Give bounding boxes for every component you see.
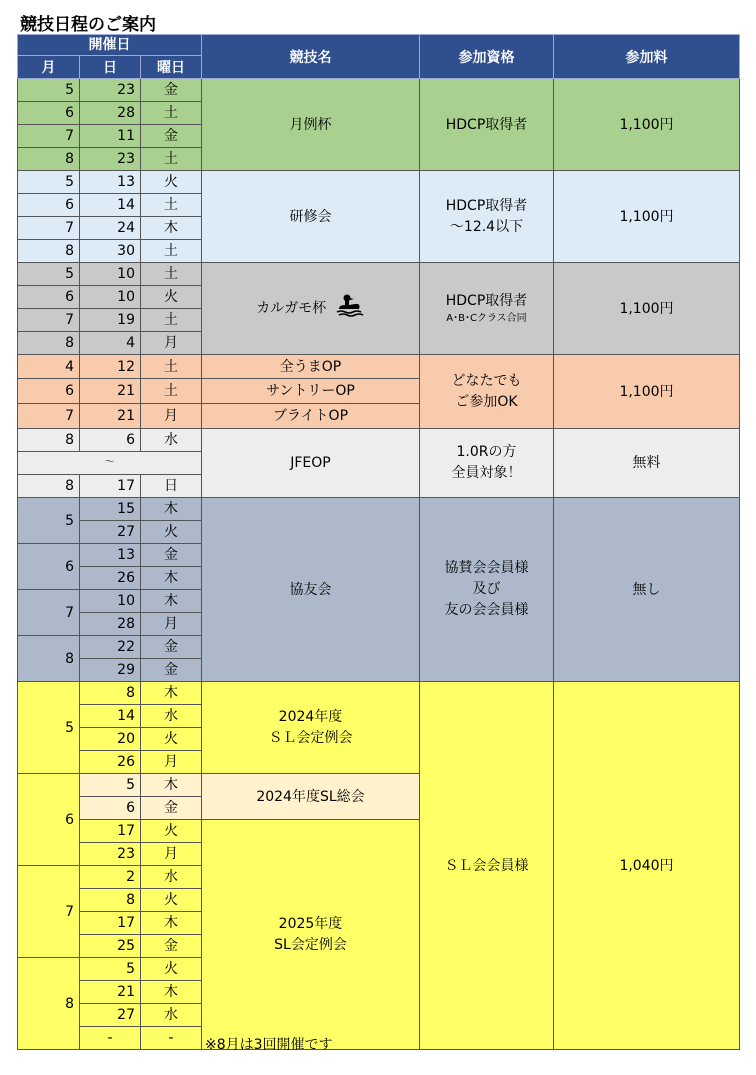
eligibility-line: HDCP取得者 xyxy=(445,293,528,309)
month-cell: 7 xyxy=(18,404,80,429)
eligibility-line: 協賛会会員様 xyxy=(444,560,529,576)
event-name xyxy=(202,820,420,1050)
event-name xyxy=(202,682,420,774)
event-name: サントリーOP xyxy=(202,379,420,404)
day-cell: 28 xyxy=(80,613,141,636)
day-cell: 10 xyxy=(80,286,141,309)
table-row xyxy=(18,263,740,286)
fee: 1,100円 xyxy=(554,79,740,171)
day-cell: 21 xyxy=(80,379,141,404)
weekday-cell: 水 xyxy=(141,705,202,728)
day-cell: 24 xyxy=(80,217,141,240)
day-cell: 23 xyxy=(80,79,141,102)
weekday-cell: - xyxy=(141,1027,202,1050)
day-cell: 12 xyxy=(80,355,141,379)
weekday-cell: 木 xyxy=(141,498,202,521)
fee: 1,100円 xyxy=(554,171,740,263)
weekday-cell: 水 xyxy=(141,866,202,889)
table-row xyxy=(18,355,740,379)
day-cell: 22 xyxy=(80,636,141,659)
eligibility: HDCP取得者 xyxy=(420,79,554,171)
month-cell: 6 xyxy=(18,379,80,404)
event-name: ブライトOP xyxy=(202,404,420,429)
weekday-cell: 火 xyxy=(141,521,202,544)
fee: 1,100円 xyxy=(554,355,740,429)
day-cell: 26 xyxy=(80,751,141,774)
day-cell: 17 xyxy=(80,820,141,843)
day-cell: 29 xyxy=(80,659,141,682)
eligibility: ＳＬ会会員様 xyxy=(420,682,554,1050)
event-name: 月例杯 xyxy=(202,79,420,171)
weekday-cell: 火 xyxy=(141,286,202,309)
eligibility xyxy=(420,355,554,429)
day-cell: 6 xyxy=(80,797,141,820)
weekday-cell: 木 xyxy=(141,567,202,590)
day-cell: 8 xyxy=(80,889,141,912)
month-cell: 5 xyxy=(18,171,80,194)
table-row xyxy=(18,79,740,102)
header-eligibility: 参加資格 xyxy=(420,35,554,79)
eligibility-line: 全員対象！ xyxy=(451,465,522,481)
weekday-cell: 火 xyxy=(141,958,202,981)
month-cell: 5 xyxy=(18,263,80,286)
event-line: SL会定例会 xyxy=(274,936,347,953)
weekday-cell: 火 xyxy=(141,728,202,751)
weekday-cell: 木 xyxy=(141,912,202,935)
eligibility xyxy=(420,171,554,263)
event-line: ＳＬ会定例会 xyxy=(268,729,353,746)
day-cell: 2 xyxy=(80,866,141,889)
weekday-cell: 金 xyxy=(141,79,202,102)
month-cell: 6 xyxy=(18,544,80,590)
day-cell: 13 xyxy=(80,544,141,567)
weekday-cell: 金 xyxy=(141,935,202,958)
day-cell: 20 xyxy=(80,728,141,751)
day-cell: 27 xyxy=(80,521,141,544)
month-cell: 5 xyxy=(18,498,80,544)
day-cell: 30 xyxy=(80,240,141,263)
day-cell: 27 xyxy=(80,1004,141,1027)
day-cell: 26 xyxy=(80,567,141,590)
weekday-cell: 木 xyxy=(141,774,202,797)
weekday-cell: 金 xyxy=(141,125,202,148)
eligibility-subline: A･B･Cクラス合同 xyxy=(446,313,527,324)
day-cell: 4 xyxy=(80,332,141,355)
weekday-cell: 月 xyxy=(141,613,202,636)
table-row xyxy=(18,429,740,452)
month-cell: 8 xyxy=(18,636,80,682)
month-cell: 6 xyxy=(18,774,80,866)
weekday-cell: 木 xyxy=(141,217,202,240)
month-cell: 7 xyxy=(18,590,80,636)
eligibility xyxy=(420,498,554,682)
eligibility-line: HDCP取得者 xyxy=(445,197,528,214)
weekday-cell: 金 xyxy=(141,659,202,682)
month-cell: 6 xyxy=(18,286,80,309)
weekday-cell: 日 xyxy=(141,475,202,498)
eligibility-line: ご参加OK xyxy=(455,393,518,410)
day-cell: 13 xyxy=(80,171,141,194)
month-cell: 5 xyxy=(18,79,80,102)
day-cell: 5 xyxy=(80,958,141,981)
header-day: 日 xyxy=(80,56,141,79)
month-cell: 8 xyxy=(18,429,80,452)
month-cell: 8 xyxy=(18,332,80,355)
duck-icon xyxy=(335,293,365,324)
weekday-cell: 月 xyxy=(141,751,202,774)
month-cell: 7 xyxy=(18,309,80,332)
day-cell: - xyxy=(80,1027,141,1050)
month-cell: 7 xyxy=(18,217,80,240)
table-row xyxy=(18,171,740,194)
eligibility-line: 1.0Rの方 xyxy=(456,444,517,460)
weekday-cell: 木 xyxy=(141,590,202,613)
header-weekday: 曜日 xyxy=(141,56,202,79)
month-cell: 8 xyxy=(18,958,80,1050)
range-mark: ～ xyxy=(18,452,202,475)
eligibility-line: どなたでも xyxy=(451,372,522,389)
weekday-cell: 土 xyxy=(141,148,202,171)
header-fee: 参加料 xyxy=(554,35,740,79)
day-cell: 21 xyxy=(80,404,141,429)
day-cell: 21 xyxy=(80,981,141,1004)
eligibility-line: 及び xyxy=(472,581,501,597)
table-row xyxy=(18,682,740,705)
day-cell: 15 xyxy=(80,498,141,521)
weekday-cell: 金 xyxy=(141,797,202,820)
weekday-cell: 月 xyxy=(141,332,202,355)
event-line: 2024年度 xyxy=(278,708,343,725)
weekday-cell: 土 xyxy=(141,309,202,332)
day-cell: 25 xyxy=(80,935,141,958)
day-cell: 23 xyxy=(80,843,141,866)
weekday-cell: 火 xyxy=(141,171,202,194)
fee: 1,040円 xyxy=(554,682,740,1050)
month-cell: 5 xyxy=(18,682,80,774)
header-month: 月 xyxy=(18,56,80,79)
day-cell: 10 xyxy=(80,590,141,613)
schedule-table xyxy=(17,34,740,1050)
weekday-cell: 木 xyxy=(141,682,202,705)
event-name: 全うまOP xyxy=(202,355,420,379)
fee: 無し xyxy=(554,498,740,682)
event-name: 協友会 xyxy=(202,498,420,682)
header-date-group: 開催日 xyxy=(18,35,202,56)
weekday-cell: 土 xyxy=(141,355,202,379)
event-name: 2024年度SL総会 xyxy=(202,774,420,820)
weekday-cell: 金 xyxy=(141,636,202,659)
weekday-cell: 土 xyxy=(141,194,202,217)
day-cell: 19 xyxy=(80,309,141,332)
day-cell: 23 xyxy=(80,148,141,171)
day-cell: 28 xyxy=(80,102,141,125)
day-cell: 14 xyxy=(80,194,141,217)
weekday-cell: 水 xyxy=(141,429,202,452)
weekday-cell: 月 xyxy=(141,843,202,866)
day-cell: 8 xyxy=(80,682,141,705)
day-cell: 6 xyxy=(80,429,141,452)
month-cell: 8 xyxy=(18,148,80,171)
eligibility-line: 友の会会員様 xyxy=(444,602,529,618)
eligibility xyxy=(420,263,554,355)
day-cell: 17 xyxy=(80,912,141,935)
header-event: 競技名 xyxy=(202,35,420,79)
event-line: 2025年度 xyxy=(278,915,343,932)
event-name: 研修会 xyxy=(202,171,420,263)
weekday-cell: 土 xyxy=(141,102,202,125)
weekday-cell: 月 xyxy=(141,404,202,429)
month-cell: 8 xyxy=(18,240,80,263)
eligibility-line: ～12.4以下 xyxy=(449,218,524,235)
weekday-cell: 土 xyxy=(141,240,202,263)
month-cell: 4 xyxy=(18,355,80,379)
table-row xyxy=(18,498,740,521)
fee: 1,100円 xyxy=(554,263,740,355)
weekday-cell: 水 xyxy=(141,1004,202,1027)
weekday-cell: 木 xyxy=(141,981,202,1004)
month-cell: 6 xyxy=(18,102,80,125)
event-name xyxy=(202,263,420,355)
month-cell: 8 xyxy=(18,475,80,498)
month-cell: 7 xyxy=(18,866,80,958)
eligibility xyxy=(420,429,554,498)
weekday-cell: 土 xyxy=(141,263,202,286)
fee: 無料 xyxy=(554,429,740,498)
event-name: JFEOP xyxy=(202,429,420,498)
weekday-cell: 金 xyxy=(141,544,202,567)
month-cell: 6 xyxy=(18,194,80,217)
weekday-cell: 火 xyxy=(141,889,202,912)
day-cell: 5 xyxy=(80,774,141,797)
footnote: ※8月は3回開催です xyxy=(205,1037,333,1053)
day-cell: 14 xyxy=(80,705,141,728)
month-cell: 7 xyxy=(18,125,80,148)
day-cell: 17 xyxy=(80,475,141,498)
day-cell: 10 xyxy=(80,263,141,286)
day-cell: 11 xyxy=(80,125,141,148)
event-name-text: カルガモ杯 xyxy=(256,300,327,317)
page-title: 競技日程のご案内 xyxy=(20,15,156,35)
weekday-cell: 土 xyxy=(141,379,202,404)
weekday-cell: 火 xyxy=(141,820,202,843)
